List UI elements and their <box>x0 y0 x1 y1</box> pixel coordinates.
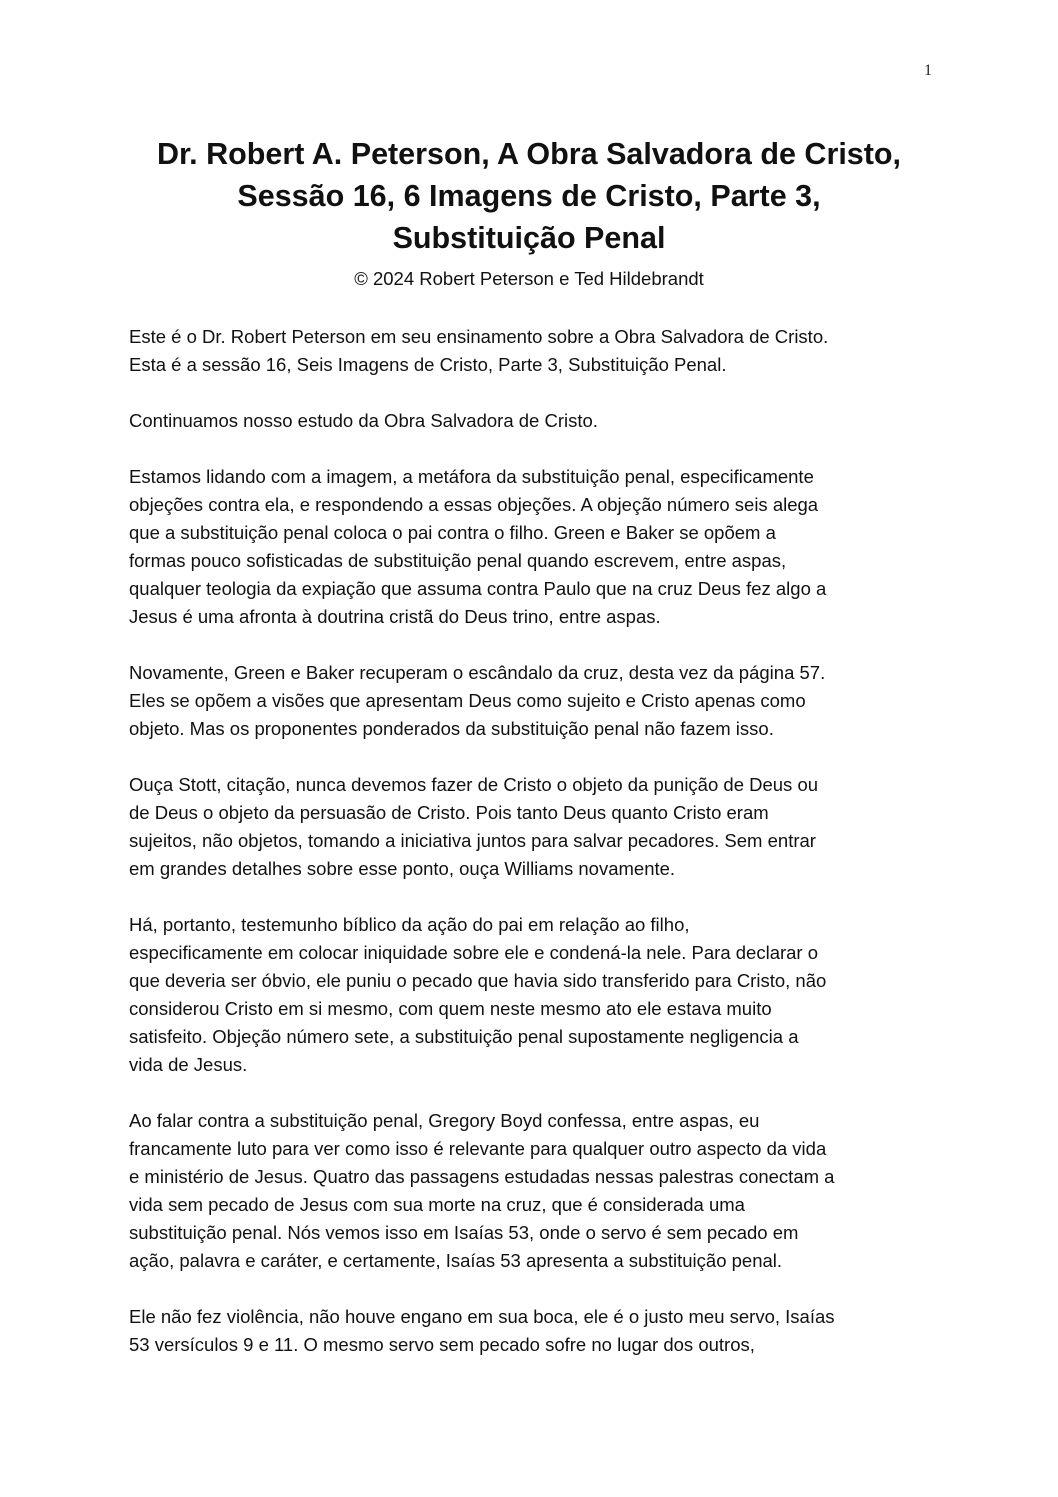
text-line: Ouça Stott, citação, nunca devemos fazer de Cristo o objeto da punição de Deus ou <box>129 774 819 795</box>
text-line: Eles se opõem a visões que apresentam Deus como sujeito e Cristo apenas como <box>129 690 806 711</box>
document-body <box>129 323 949 1387</box>
text-line: sujeitos, não objetos, tomando a iniciativa juntos para salvar pecadores. Sem entrar <box>129 830 816 851</box>
text-line: substituição penal. Nós vemos isso em Isaías 53, onde o servo é sem pecado em <box>129 1222 799 1243</box>
text-line: Ele não fez violência, não houve engano em sua boca, ele é o justo meu servo, Isaías <box>129 1306 835 1327</box>
text-line: que a substituição penal coloca o pai contra o filho. Green e Baker se opõem a <box>129 522 776 543</box>
paragraph <box>129 659 949 743</box>
text-line: francamente luto para ver como isso é relevante para qualquer outro aspecto da vida <box>129 1138 827 1159</box>
text-line: satisfeito. Objeção número sete, a substituição penal supostamente negligencia a <box>129 1026 799 1047</box>
document-title <box>100 133 958 259</box>
text-line: objeções contra ela, e respondendo a essas objeções. A objeção número seis alega <box>129 494 819 515</box>
text-line: Este é o Dr. Robert Peterson em seu ensinamento sobre a Obra Salvadora de Cristo. <box>129 326 829 347</box>
paragraph <box>129 323 949 379</box>
text-line: qualquer teologia da expiação que assuma contra Paulo que na cruz Deus fez algo a <box>129 578 827 599</box>
text-line: Novamente, Green e Baker recuperam o escândalo da cruz, desta vez da página 57. <box>129 662 826 683</box>
text-line: Esta é a sessão 16, Seis Imagens de Cristo, Parte 3, Substituição Penal. <box>129 354 727 375</box>
title-line: Substituição Penal <box>392 221 666 255</box>
paragraph <box>129 1107 949 1275</box>
text-line: em grandes detalhes sobre esse ponto, ouça Williams novamente. <box>129 858 676 879</box>
text-line: e ministério de Jesus. Quatro das passagens estudadas nessas palestras conectam a <box>129 1166 835 1187</box>
copyright-notice: © 2024 Robert Peterson e Ted Hildebrandt <box>354 268 704 289</box>
text-line: que deveria ser óbvio, ele puniu o pecado que havia sido transferido para Cristo, não <box>129 970 827 991</box>
text-line: formas pouco sofisticadas de substituição penal quando escrevem, entre aspas, <box>129 550 787 571</box>
text-line: Ao falar contra a substituição penal, Gregory Boyd confessa, entre aspas, eu <box>129 1110 760 1131</box>
text-line: Continuamos nosso estudo da Obra Salvadora de Cristo. <box>129 410 598 431</box>
paragraph <box>129 771 949 883</box>
paragraph <box>129 1303 949 1359</box>
text-line: Estamos lidando com a imagem, a metáfora da substituição penal, especificamente <box>129 466 814 487</box>
paragraph <box>129 407 949 435</box>
text-line: 53 versículos 9 e 11. O mesmo servo sem pecado sofre no lugar dos outros, <box>129 1334 755 1355</box>
paragraph <box>129 463 949 631</box>
paragraph <box>129 911 949 1079</box>
text-line: especificamente em colocar iniquidade sobre ele e condená-la nele. Para declarar o <box>129 942 819 963</box>
title-line: Dr. Robert A. Peterson, A Obra Salvadora de Cristo, <box>156 137 902 171</box>
text-line: objeto. Mas os proponentes ponderados da substituição penal não fazem isso. <box>129 718 774 739</box>
text-line: considerou Cristo em si mesmo, com quem neste mesmo ato ele estava muito <box>129 998 772 1019</box>
page-number: 1 <box>924 62 932 79</box>
text-line: vida de Jesus. <box>129 1054 248 1075</box>
text-line: Há, portanto, testemunho bíblico da ação do pai em relação ao filho, <box>129 914 690 935</box>
text-line: Jesus é uma afronta à doutrina cristã do Deus trino, entre aspas. <box>129 606 661 627</box>
text-line: de Deus o objeto da persuasão de Cristo. Pois tanto Deus quanto Cristo eram <box>129 802 769 823</box>
text-line: vida sem pecado de Jesus com sua morte na cruz, que é considerada uma <box>129 1194 745 1215</box>
text-line: ação, palavra e caráter, e certamente, Isaías 53 apresenta a substituição penal. <box>129 1250 783 1271</box>
title-line: Sessão 16, 6 Imagens de Cristo, Parte 3, <box>237 179 821 213</box>
